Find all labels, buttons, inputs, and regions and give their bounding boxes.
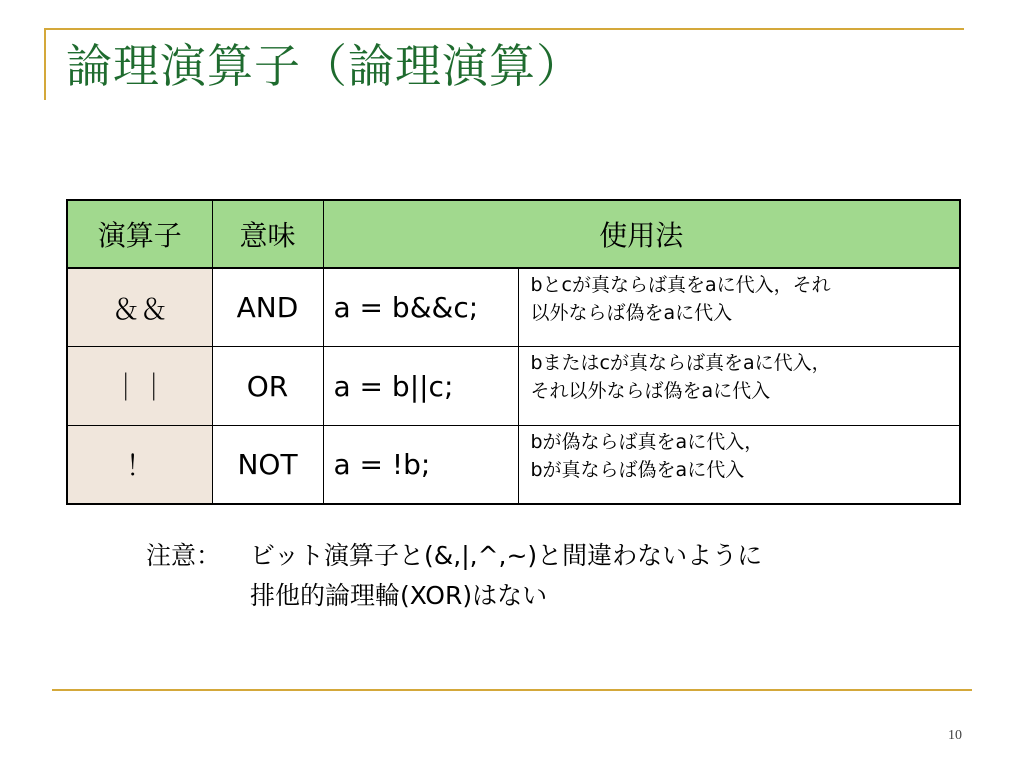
- top-rule: [44, 28, 964, 30]
- description-line: 以外ならば偽をaに代入: [530, 302, 733, 325]
- description-line: bが偽ならば真をaに代入，: [530, 430, 764, 453]
- note-text: ビット演算子と(&,|,^,~)と間違わないように: [250, 541, 763, 570]
- header-usage: 使用法: [323, 200, 960, 268]
- description-line: bが真ならば偽をaに代入: [530, 458, 745, 481]
- meaning-cell: OR: [212, 347, 323, 426]
- code-example-cell: a = !b;: [323, 425, 518, 504]
- code-example-cell: a = b||c;: [323, 347, 518, 426]
- table-row-or: [67, 347, 960, 426]
- operator-cell: ！: [67, 425, 212, 504]
- left-rule: [44, 28, 46, 100]
- slide-title: 論理演算子（論理演算）: [66, 39, 583, 93]
- table-row-not: [67, 425, 960, 504]
- description-line: bとcが真ならば真をaに代入，それ: [530, 274, 831, 297]
- logical-operators-table: [66, 199, 961, 505]
- table-row-and: [67, 268, 960, 347]
- description-cell: [518, 425, 960, 504]
- meaning-cell: NOT: [212, 425, 323, 504]
- note-line-1: [146, 536, 762, 576]
- note-line-2: 排他的論理輪(XOR)はない: [250, 581, 548, 610]
- page-number: 10: [948, 728, 962, 743]
- bottom-rule: [52, 689, 972, 691]
- code-example-cell: a = b&&c;: [323, 268, 518, 347]
- note-label: 注意：: [146, 541, 222, 570]
- header-operator: 演算子: [67, 200, 212, 268]
- description-line: bまたはcが真ならば真をaに代入，: [530, 352, 831, 375]
- caution-note: [146, 536, 762, 616]
- description-line: それ以外ならば偽をaに代入: [530, 380, 771, 403]
- description-cell: [518, 347, 960, 426]
- table-header-row: [67, 200, 960, 268]
- header-meaning: 意味: [212, 200, 323, 268]
- operator-cell: ｜｜: [67, 347, 212, 426]
- operator-cell: ＆＆: [67, 268, 212, 347]
- description-cell: [518, 268, 960, 347]
- meaning-cell: AND: [212, 268, 323, 347]
